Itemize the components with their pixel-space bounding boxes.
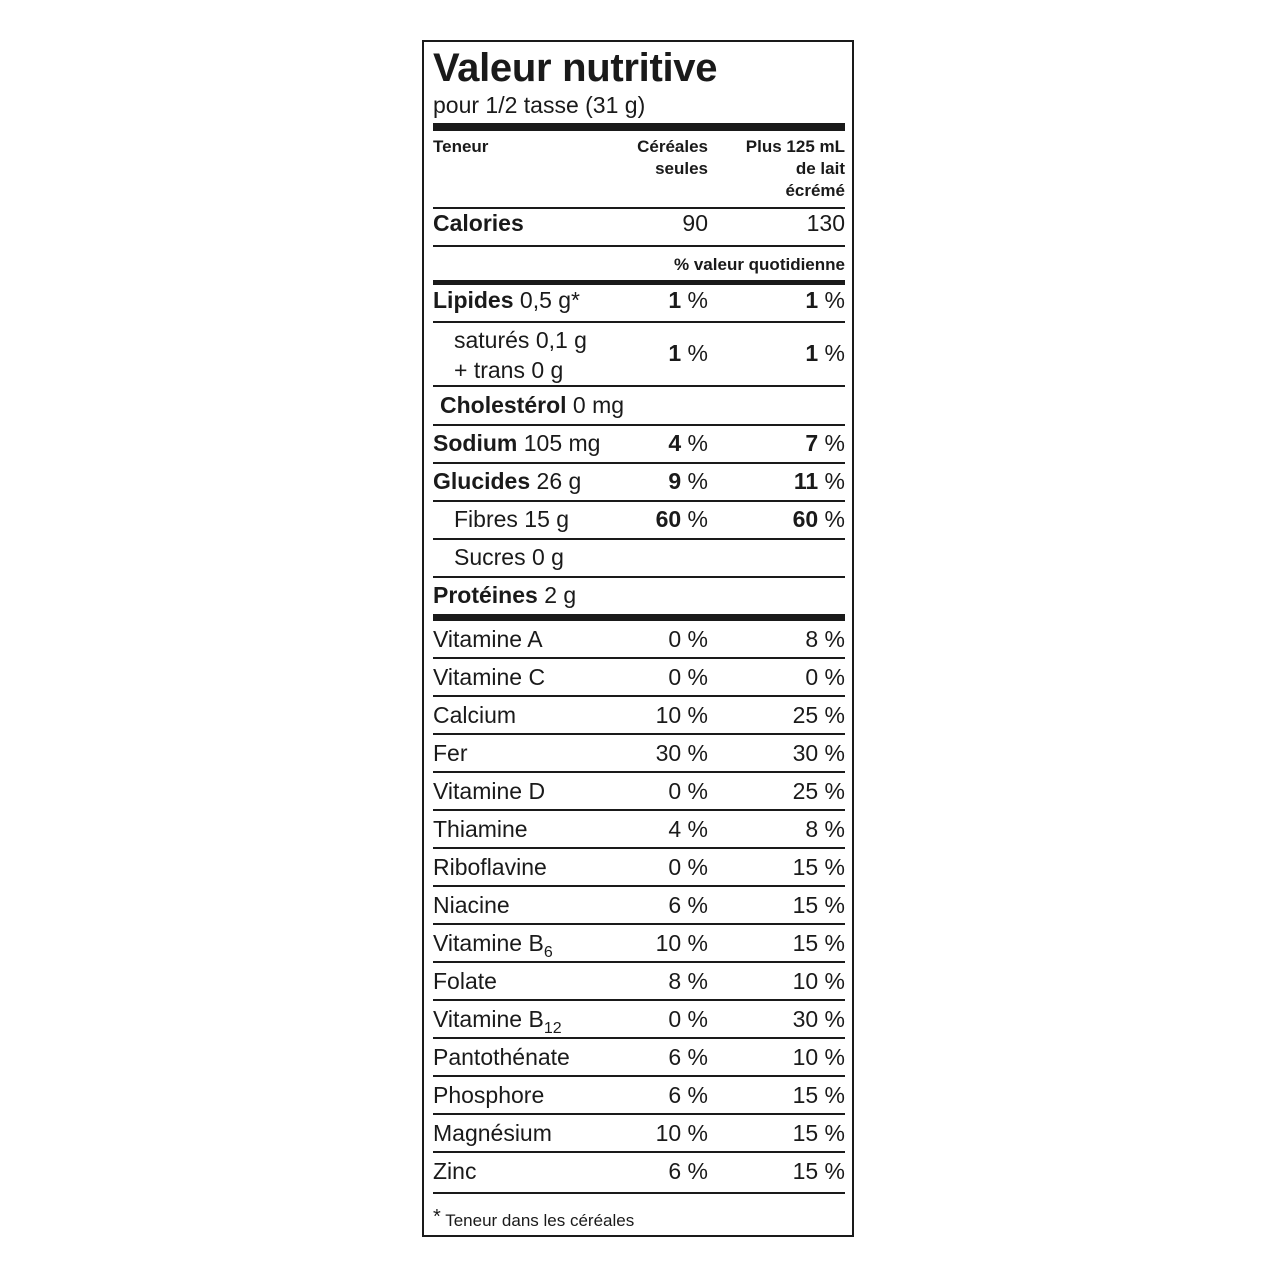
nutrition-facts-panel: Valeur nutritive pour 1/2 tasse (31 g) Teneur Céréales seules Plus 125 mL de lait écrémé Calories 90 130 % valeur quotidienne Lipides 0,5 g* 1 % 1 % saturés 0,1 g + trans 0 g 1 % 1 % Cholestérol 0 mg Sodium 105 mg 4 % 7 % Glucides 26 g 9 % 11 % Fibres 15 g 60 % 60 % Sucres 0 g Protéines 2 g Vitamine A 0 % 8 % Vitamine C 0 % 0 % Calcium 10 % 25 % Fer 30 % 30 % Vitamine D 0 % 25 % Thiamine 4 % 8 % Riboflavine 0 % 15 % Niacine 6 % 15 % Vitamine $B_6$ 10 % 15 % Folate 8 % 10 % Vitamine $B_{12}$ 0 % 30 % Pantothénate 6 % 10 % Phosphore 6 % 15 % Magnésium 10 % 15 % Zinc 6 % 15 % * Teneur dans les céréales: [422, 40, 854, 1237]
vitamin-dv-milk: 8 %: [805, 816, 845, 842]
footnote-text: Teneur dans les céréales: [445, 1211, 635, 1230]
divider: [433, 771, 845, 773]
divider: [433, 538, 845, 540]
header-teneur: Teneur: [433, 137, 489, 156]
vitamin-name: Folate: [433, 968, 497, 994]
divider: [433, 500, 845, 502]
divider: [433, 809, 845, 811]
divider: [433, 733, 845, 735]
vitamin-name: Fer: [433, 740, 468, 766]
divider: [433, 1037, 845, 1039]
vitamin-dv-cereal: 10 %: [655, 702, 708, 728]
vitamin-dv-cereal: 30 %: [655, 740, 708, 766]
vitamin-dv-cereal: 6 %: [668, 1044, 708, 1070]
thick-divider: [433, 614, 845, 621]
divider: [433, 1075, 845, 1077]
vitamin-dv-cereal: 6 %: [668, 892, 708, 918]
divider: [433, 1113, 845, 1115]
vitamin-name: Pantothénate: [433, 1044, 570, 1070]
thick-divider: [433, 123, 845, 131]
divider: [433, 576, 845, 578]
vitamin-name: Riboflavine: [433, 854, 547, 880]
vitamin-dv-cereal: 0 %: [668, 1006, 708, 1032]
serving-size: pour 1/2 tasse (31 g): [433, 92, 646, 118]
divider: [433, 245, 845, 247]
vitamin-name: Calcium: [433, 702, 517, 728]
vitamin-name: Niacine: [433, 892, 510, 918]
vitamin-dv-milk: 25 %: [792, 778, 845, 804]
divider: [433, 424, 845, 426]
vitamin-dv-cereal: 6 %: [668, 1082, 708, 1108]
divider: [433, 1151, 845, 1153]
vitamin-subscript: 6: [543, 944, 553, 961]
vitamin-name: Magnésium: [433, 1120, 552, 1146]
vitamin-name: Vitamine A: [433, 626, 543, 652]
divider: [433, 385, 845, 387]
vitamin-dv-milk: 15 %: [792, 1082, 845, 1108]
divider: [433, 885, 845, 887]
vitamin-name: Vitamine $B_{12}$: [433, 1006, 562, 1037]
vitamin-dv-milk: 15 %: [792, 930, 845, 956]
header-cereal-only: Céréales seules: [637, 137, 708, 178]
vitamin-dv-cereal: 10 %: [655, 930, 708, 956]
divider: [433, 961, 845, 963]
divider: [433, 207, 845, 209]
divider: [433, 321, 845, 323]
calories-milk: 130: [806, 210, 845, 236]
divider: [433, 695, 845, 697]
vitamin-dv-cereal: 8 %: [668, 968, 708, 994]
vitamin-dv-milk: 15 %: [792, 1120, 845, 1146]
vitamin-dv-milk: 30 %: [792, 740, 845, 766]
vitamin-name: Vitamine $B_6$: [433, 930, 553, 961]
vitamin-name: Phosphore: [433, 1082, 545, 1108]
vitamin-subscript: 12: [543, 1020, 562, 1037]
nutrition-title: Valeur nutritive: [433, 46, 718, 90]
divider: [433, 657, 845, 659]
vitamin-name: Vitamine D: [433, 778, 546, 804]
vitamin-dv-milk: 0 %: [805, 664, 845, 690]
divider: [433, 999, 845, 1001]
vitamin-dv-cereal: 0 %: [668, 664, 708, 690]
vitamin-dv-cereal: 0 %: [668, 778, 708, 804]
vitamin-dv-milk: 8 %: [805, 626, 845, 652]
vitamin-dv-cereal: 0 %: [668, 854, 708, 880]
vitamin-dv-milk: 15 %: [792, 1158, 845, 1184]
divider: [433, 1192, 845, 1194]
vitamin-name: Zinc: [433, 1158, 477, 1184]
vitamin-dv-milk: 30 %: [792, 1006, 845, 1032]
footnote: [433, 1206, 634, 1231]
vitamin-dv-milk: 15 %: [792, 892, 845, 918]
footnote-asterisk: *: [433, 1206, 441, 1228]
vitamin-dv-cereal: 6 %: [668, 1158, 708, 1184]
divider: [433, 462, 845, 464]
vitamin-dv-cereal: 0 %: [668, 626, 708, 652]
medium-divider: [433, 280, 845, 285]
calories-label: Calories: [433, 210, 524, 236]
divider: [433, 923, 845, 925]
calories-cereal: 90: [682, 210, 708, 236]
vitamin-dv-milk: 10 %: [792, 968, 845, 994]
header-with-milk: Plus 125 mL de lait écrémé: [745, 137, 845, 200]
daily-value-header: % valeur quotidienne: [674, 255, 845, 274]
vitamin-dv-milk: 25 %: [792, 702, 845, 728]
vitamin-name: Vitamine C: [433, 664, 546, 690]
vitamin-dv-milk: 10 %: [792, 1044, 845, 1070]
vitamin-name: Thiamine: [433, 816, 528, 842]
vitamin-dv-cereal: 4 %: [668, 816, 708, 842]
divider: [433, 847, 845, 849]
vitamin-dv-milk: 15 %: [792, 854, 845, 880]
vitamin-dv-cereal: 10 %: [655, 1120, 708, 1146]
